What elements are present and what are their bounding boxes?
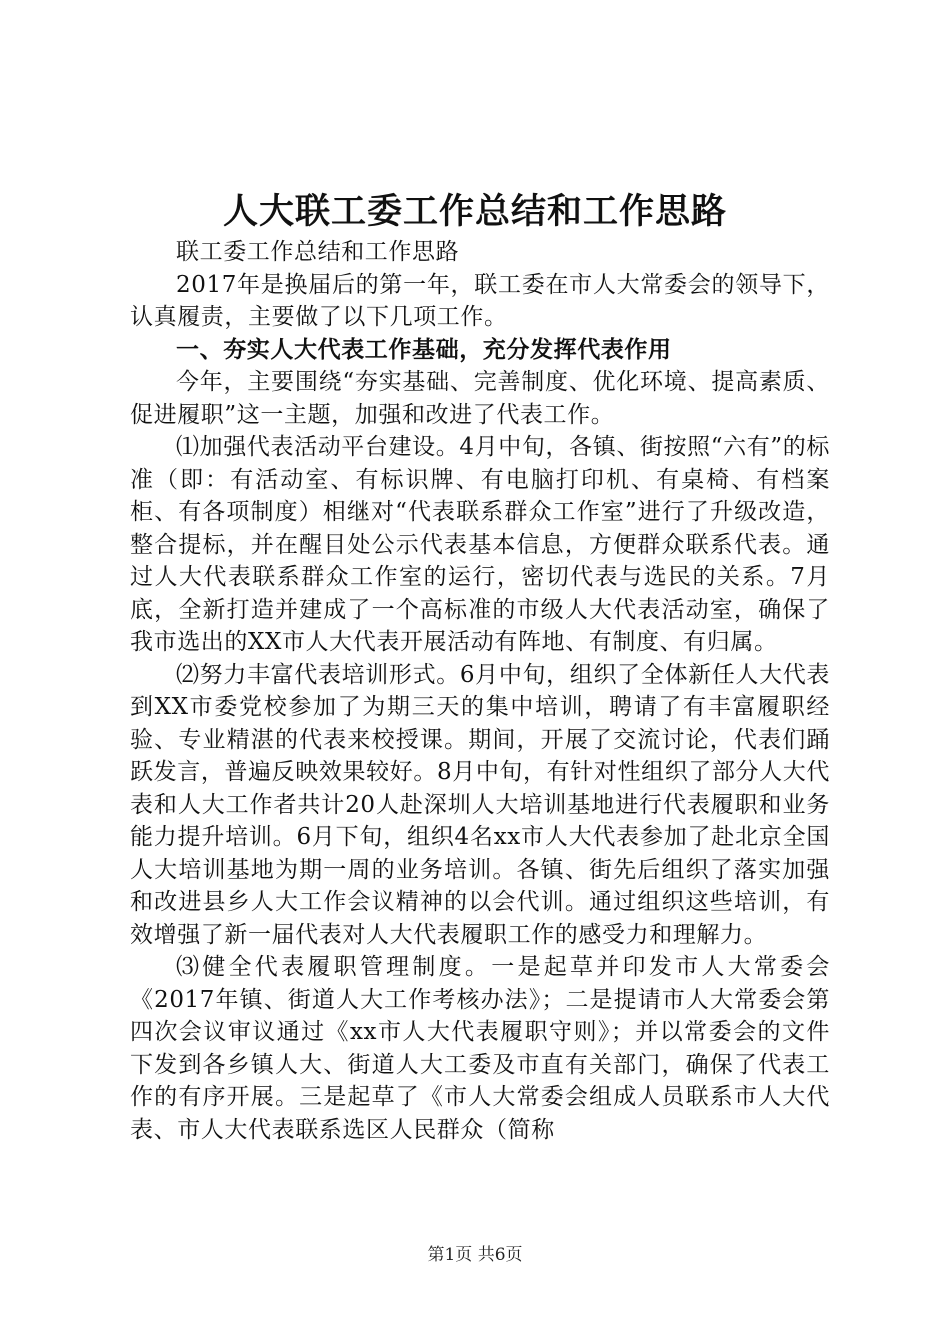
- document-title: 人大联工委工作总结和工作思路: [222, 191, 727, 232]
- subtitle-paragraph: 联工委工作总结和工作思路: [176, 239, 460, 265]
- document-body: [130, 236, 830, 1146]
- item-1-paragraph: ⑴加强代表活动平台建设。4月中旬，各镇、街按照“六有”的标准（即：有活动室、有标识牌、有电脑打印机、有桌椅、有档案柜、有各项制度）相继对“代表联系群众工作室”进行了升级改造，整合提标，并在醒目处公示代表基本信息，方便群众联系代表。通过人大代表联系群众工作室的运行，密切代表与选民的关系。7月底，全新打造并建成了一个高标准的市级人大代表活动室，确保了我市选出的XX市人大代表开展活动有阵地、有制度、有归属。: [130, 434, 830, 655]
- page-footer: 第1页 共6页: [427, 1245, 523, 1265]
- item-2-paragraph: ⑵努力丰富代表培训形式。6月中旬，组织了全体新任人大代表到XX市委党校参加了为期三天的集中培训，聘请了有丰富履职经验、专业精湛的代表来校授课。期间，开展了交流讨论，代表们踊跃发言，普遍反映效果较好。8月中旬，有针对性组织了部分人大代表和人大工作者共计20人赴深圳人大培训基地进行代表履职和业务能力提升培训。6月下旬，组织4名xx市人大代表参加了赴北京全国人大培训基地为期一周的业务培训。各镇、街先后组织了落实加强和改进县乡人大工作会议精神的以会代训。通过组织这些培训，有效增强了新一届代表对人大代表履职工作的感受力和理解力。: [130, 661, 830, 948]
- section-heading: 一、夯实人大代表工作基础，充分发挥代表作用: [176, 335, 672, 363]
- item-3-paragraph: ⑶健全代表履职管理制度。一是起草并印发市人大常委会《2017年镇、街道人大工作考核办法》；二是提请市人大常委会第四次会议审议通过《xx市人大代表履职守则》；并以常委会的文件下发到各乡镇人大、街道人大工委及市直有关部门，确保了代表工作的有序开展。三是起草了《市人大常委会组成人员联系市人大代表、市人大代表联系选区人民群众（简称: [130, 954, 830, 1143]
- intro-paragraph: 2017年是换届后的第一年，联工委在市人大常委会的领导下，认真履责，主要做了以下几项工作。: [130, 271, 830, 330]
- section-intro-paragraph: 今年，主要围绕“夯实基础、完善制度、优化环境、提高素质、促进履职”这一主题，加强和改进了代表工作。: [130, 369, 830, 428]
